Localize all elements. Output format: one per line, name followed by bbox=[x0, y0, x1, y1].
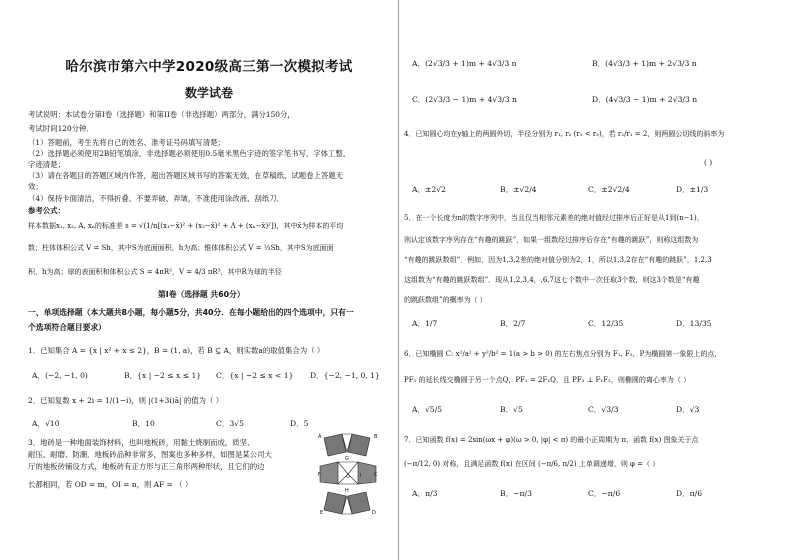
instructions-item3: （3）请在各题目的答题区域内作答，超出答题区域书写的答案无效，在草稿纸、试题卷上答题无 bbox=[28, 171, 344, 180]
q2-option-b[interactable]: B．10 bbox=[132, 419, 155, 428]
q7-option-b[interactable]: B．−π/3 bbox=[500, 489, 532, 498]
q5-option-d[interactable]: D．13/35 bbox=[676, 319, 712, 328]
q5-option-c[interactable]: C．12/35 bbox=[588, 319, 624, 328]
q2-option-a[interactable]: A．√10 bbox=[32, 419, 60, 428]
q3-option-c[interactable]: C．(2√3/3 − 1)m + 4√3/3 n bbox=[412, 95, 517, 104]
q1-option-d[interactable]: D．{−2, −1, 0, 1} bbox=[310, 371, 380, 380]
triangle-tile-center bbox=[338, 462, 358, 474]
figure-label-a: A bbox=[318, 434, 322, 440]
q6-line1: 6．已知椭圆 C: x²/a² + y²/b² = 1(a > b > 0) 的左右焦点分别为 F₁, F₂，P为椭圆第一象限上的点， bbox=[404, 350, 722, 358]
section1-heading: 一、单项选择题（本大题共8小题，每小题5分，共40分．在每小题给出的四个选项中，只有一 bbox=[28, 308, 354, 317]
square-tile-left bbox=[320, 462, 338, 484]
q7-line2: (−π/12, 0) 对称，且满足函数 f(x) 在区间 (−π/6, π/2) 上单调递增，则 φ =（ ） bbox=[404, 460, 660, 468]
instructions-item1: （1）答题前，考生先将自己的姓名、准考证号码填写清楚； bbox=[28, 138, 225, 147]
q3-line4: 长都相同，若 OD = m，OI = n，则 AF = （ ） bbox=[28, 480, 193, 489]
exam-title: 哈尔滨市第六中学2020级高三第一次模拟考试 bbox=[65, 59, 353, 75]
figure-label-g: G bbox=[345, 456, 349, 462]
figure-label-e: E bbox=[320, 510, 324, 516]
q4-stem: 4．已知圆心均在y轴上的两圆外切，半径分别为 r₁, r₂ (r₁ < r₂)，若 r₂/r₁ = 2，则两圆公切线的斜率为 bbox=[404, 130, 725, 138]
q6-option-d[interactable]: D．√3 bbox=[676, 405, 700, 414]
figure-label-o: O bbox=[346, 474, 350, 480]
q3-line2: 耐压、耐磨、防潮．地板砖品种非常多，图案也多种多样，如图是某公司大 bbox=[28, 450, 272, 459]
instructions-line1: 考试说明：本试卷分第I卷（选择题）和第II卷（非选择题）两部分，满分150分， bbox=[28, 110, 295, 119]
formula-volume: 数；柱体体积公式 V = Sh，其中S为底面面积，h为高；锥体体积公式 V = ⅓Sh，其中S为底面面 bbox=[28, 244, 334, 252]
q1-option-a[interactable]: A．(−2, −1, 0) bbox=[32, 371, 88, 380]
q7-option-d[interactable]: D．π/6 bbox=[676, 489, 703, 498]
instructions-item2: （2）选择题必须使用2B铅笔填涂，非选择题必须使用0.5毫米黑色字迹的签字笔书写，字体工整， bbox=[28, 149, 351, 158]
q3-option-d[interactable]: D．(4√3/3 − 1)m + 2√3/3 n bbox=[592, 95, 698, 104]
instructions-item4: （4）保持卡面清洁，不得折叠、不要弄破、弄皱，不准使用涂改液、刮纸刀． bbox=[28, 194, 284, 203]
q7-line1: 7．已知函数 f(x) = 2sin(ωx + φ)(ω > 0, |φ| < π) 的最小正周期为 π，函数 f(x) 图象关于点 bbox=[404, 436, 699, 444]
q4-option-c[interactable]: C．±2√2/4 bbox=[588, 185, 630, 194]
q4-option-b[interactable]: B．±√2/4 bbox=[500, 185, 537, 194]
q5-line1: 5．在一个长度为n的数字序列中，当且仅当相邻元素差的绝对值经过排序后正好是从1到(n−1)， bbox=[404, 214, 704, 222]
q7-option-c[interactable]: C．−π/6 bbox=[588, 489, 621, 498]
q2-option-d[interactable]: D．5 bbox=[290, 419, 309, 428]
q5-line3: “有趣的跳跃数组”．例如，因为1,3,2差的绝对值分别为2，1，所以1,3,2存在“有趣的跳跃”，1,2,3 bbox=[404, 256, 712, 264]
formula-sphere: 积，h为高；球的表面积和体积公式 S = 4πR²，V = 4/3 πR³，其中R为球的半径 bbox=[28, 268, 282, 276]
q1-stem: 1．已知集合 A = {x | x² + x ≤ 2}，B = (1, a)，若 B ⊆ A，则实数a的取值集合为（ ） bbox=[28, 346, 325, 355]
q6-option-b[interactable]: B．√5 bbox=[500, 405, 523, 414]
instructions-item3-cont: 效； bbox=[28, 182, 43, 191]
q5-option-a[interactable]: A．1/7 bbox=[412, 319, 438, 328]
q4-answer-paren: ( ) bbox=[704, 158, 713, 167]
figure-label-h: H bbox=[345, 488, 349, 494]
q3-option-a[interactable]: A．(2√3/3 + 1)m + 4√3/3 n bbox=[412, 59, 517, 68]
q5-line5: 的跳跃数组”的概率为（ ） bbox=[404, 296, 487, 304]
exam-subtitle: 数学试卷 bbox=[184, 86, 233, 100]
q2-stem: 2．已知复数 x + 2i = 1/(1−i)，则 |(1+3i)ā| 的值为（ ） bbox=[28, 396, 224, 405]
q1-option-c[interactable]: C．{x | −2 ≤ x < 1} bbox=[216, 371, 294, 380]
figure-label-f: F bbox=[318, 472, 321, 478]
figure-label-b: B bbox=[374, 434, 378, 440]
figure-label-d: D bbox=[372, 510, 376, 516]
q6-option-c[interactable]: C．√3/3 bbox=[588, 405, 619, 414]
q6-line2: PF₁ 的延长线交椭圆于另一个点Q，PF₁ = 2F₁Q，且 PF₂ ⊥ F₁F₂，则椭圆的离心率为（ ） bbox=[404, 376, 691, 384]
section1-heading-cont: 个选项符合题目要求） bbox=[28, 323, 106, 332]
figure-label-i: I bbox=[360, 473, 362, 479]
q4-option-a[interactable]: A．±2√2 bbox=[412, 185, 446, 194]
q1-option-b[interactable]: B．{x | −2 ≤ x ≤ 1} bbox=[124, 371, 202, 380]
q6-option-a[interactable]: A．√5/5 bbox=[412, 405, 443, 414]
q5-line4: 这组数为“有趣的跳跃数组”．现从1,2,3,4，,6,7这七个数中一次任取3个数，则这3个数是“有趣 bbox=[404, 276, 700, 284]
q3-line3: 厅的地板砖铺设方式，地板砖有正方形与正三角形两种形状，且它们的边 bbox=[28, 462, 265, 471]
formula-title: 参考公式： bbox=[28, 206, 65, 215]
q3-line1: 3．地砖是一种地面装饰材料，也叫地板砖，用黏土烧制而成，质坚、 bbox=[28, 438, 255, 447]
part1-heading: 第Ⅰ卷（选择题 共60分） bbox=[158, 290, 245, 299]
tile-figure bbox=[318, 432, 380, 516]
figure-label-c: C bbox=[374, 472, 378, 478]
q5-option-b[interactable]: B．2/7 bbox=[500, 319, 526, 328]
formula-std-dev: 样本数据x₁, x₂, A, xₙ的标准差 s = √(1/n[(x₁−x̄)² + (x₂−x̄)² + Λ + (xₙ−x̄)²])，其中x̄为样本的平均 bbox=[28, 222, 344, 230]
instructions-line2: 考试时间120分钟． bbox=[28, 124, 94, 133]
instructions-item2-cont: 字迹清楚； bbox=[28, 160, 65, 169]
q4-option-d[interactable]: D．±1/3 bbox=[676, 185, 709, 194]
q2-option-c[interactable]: C．3√5 bbox=[216, 419, 244, 428]
column-divider bbox=[398, 0, 399, 560]
q3-option-b[interactable]: B．(4√3/3 + 1)m + 2√3/3 n bbox=[592, 59, 697, 68]
q7-option-a[interactable]: A．π/3 bbox=[412, 489, 438, 498]
q5-line2: 则认定该数字序列存在“有趣的跳跃”，如果一组数经过排序后存在“有趣的跳跃”，则称这组数为 bbox=[404, 236, 699, 244]
